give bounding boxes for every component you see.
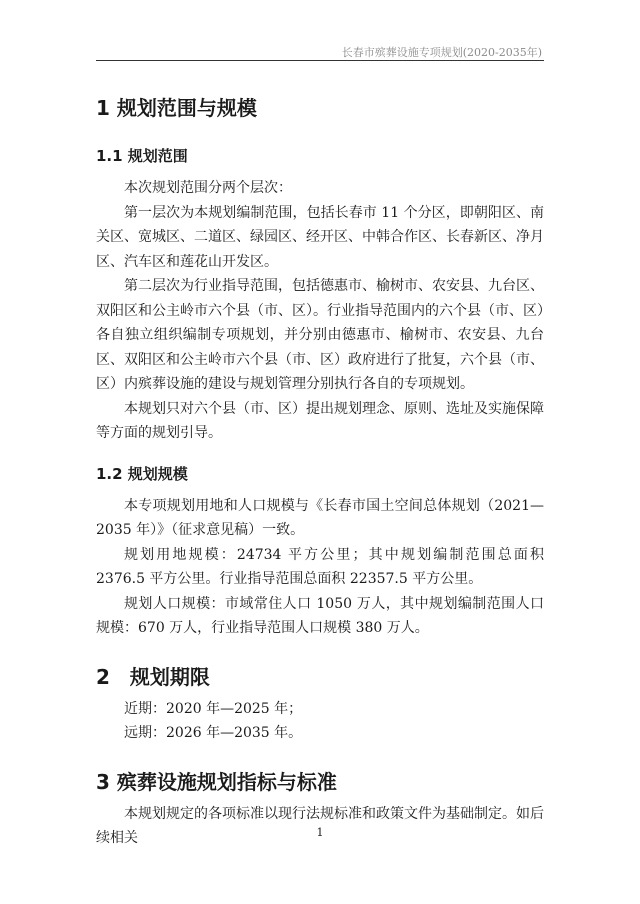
page-number: 1 (316, 826, 324, 839)
paragraph: 第二层次为行业指导范围，包括德惠市、榆树市、农安县、九台区、双阳区和公主岭市六个县（市、区）。行业指导范围内的六个县（市、区）各自独立组织编制专项规划，并分别由德惠市、榆树市、农安县、九台区、双阳区和公主岭市六个县（市、区）政府进行了批复，六个县（市、区）内殡葬设施的建设与规划管理分别执行各自的专项规划。 (96, 278, 544, 392)
header-rule (96, 60, 544, 61)
section-3-heading: 3 殡葬设施规划指标与标准 (96, 769, 337, 794)
paragraph: 本规划只对六个县（市、区）提出规划理念、原则、选址及实施保障等方面的规划引导。 (96, 400, 544, 441)
paragraph: 规划人口规模：市域常住人口 1050 万人，其中规划编制范围人口规模：670 万人，行业指导范围人口规模 380 万人。 (96, 595, 544, 636)
section-2-heading: 2 规划期限 (96, 664, 210, 689)
section-1-1-heading: 1.1 规划范围 (96, 147, 188, 165)
running-header: 长春市殡葬设施专项规划(2020-2035年) (341, 46, 542, 59)
paragraph: 规划用地规模：24734 平方公里；其中规划编制范围总面积 2376.5 平方公里。行业指导范围总面积 22357.5 平方公里。 (96, 546, 544, 587)
paragraph: 第一层次为本规划编制范围，包括长春市 11 个分区，即朝阳区、南关区、宽城区、二道区、绿园区、经开区、中韩合作区、长春新区、净月区、汽车区和莲花山开发区。 (96, 204, 544, 270)
section-1-heading: 1 规划范围与规模 (96, 96, 257, 120)
paragraph: 本次规划范围分两个层次： (124, 180, 292, 196)
paragraph: 本规划规定的各项标准以现行法规标准和政策文件为基础制定。如后续相关 (96, 805, 544, 846)
page-content (96, 88, 544, 851)
paragraph: 本专项规划用地和人口规模与《长春市国土空间总体规划（2021—2035 年）》（征求意见稿）一致。 (96, 497, 544, 538)
paragraph: 远期：2026 年—2035 年。 (124, 725, 303, 741)
section-1-2-heading: 1.2 规划规模 (96, 464, 188, 483)
paragraph: 近期：2020 年—2025 年； (124, 700, 303, 717)
